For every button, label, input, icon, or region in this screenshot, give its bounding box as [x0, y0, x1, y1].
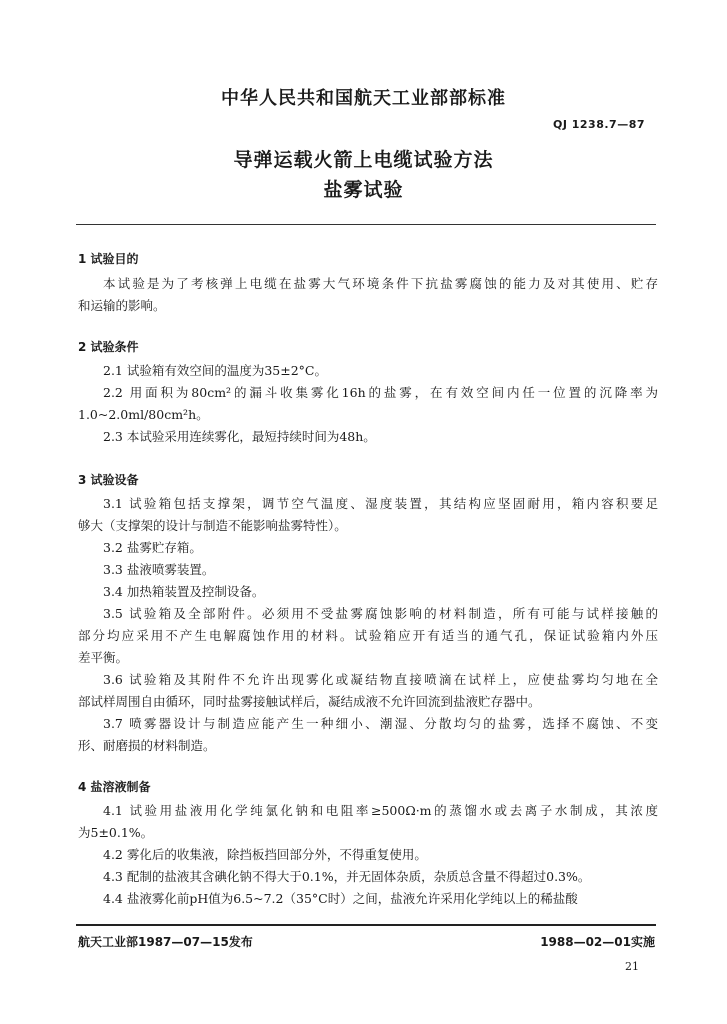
paragraph-line: 3.7 喷雾器设计与制造应能产生一种细小、潮湿、分散均匀的盐雾，选择不腐蚀、不变: [103, 716, 658, 731]
document-title: 导弹运载火箭上电缆试验方法: [233, 149, 494, 171]
paragraph-line: 和运输的影响。: [78, 298, 166, 313]
paragraph-line: 2.2 用面积为80cm²的漏斗收集雾化16h的盐雾，在有效空间内任一位置的沉降率为: [103, 385, 658, 400]
paragraph-line: 差平衡。: [78, 650, 129, 665]
effective-date: 1988—02—01实施: [540, 935, 655, 949]
paragraph-line: 4.2 雾化后的收集液，除挡板挡回部分外，不得重复使用。: [103, 847, 427, 862]
page-number: 21: [625, 960, 639, 973]
issuing-organization: 中华人民共和国航天工业部部标准: [221, 88, 506, 109]
section-heading-3: 3 试验设备: [78, 473, 139, 487]
paragraph-line: 3.2 盐雾贮存箱。: [103, 540, 202, 555]
paragraph-line: 4.4 盐液雾化前pH值为6.5~7.2（35°C时）之间，盐液允许采用化学纯以上的稀盐酸: [103, 891, 578, 906]
paragraph-line: 部分均应采用不产生电解腐蚀作用的材料。试验箱应开有适当的通气孔，保证试验箱内外压: [78, 628, 658, 643]
paragraph-line: 3.4 加热箱装置及控制设备。: [103, 584, 265, 599]
document-subtitle: 盐雾试验: [323, 179, 404, 201]
paragraph-line: 3.3 盐液喷雾装置。: [103, 562, 215, 577]
paragraph-line: 2.3 本试验采用连续雾化，最短持续时间为48h。: [103, 429, 376, 444]
paragraph-line: 3.6 试验箱及其附件不允许出现雾化或凝结物直接喷滴在试样上，应使盐雾均匀地在全: [103, 672, 658, 687]
standard-number: QJ 1238.7—87: [552, 118, 645, 131]
paragraph-line: 3.5 试验箱及全部附件。必须用不受盐雾腐蚀影响的材料制造，所有可能与试样接触的: [103, 606, 658, 621]
footer-divider: [76, 924, 656, 926]
paragraph-line: 3.1 试验箱包括支撑架，调节空气温度、湿度装置，其结构应坚固耐用，箱内容积要足: [103, 496, 658, 511]
issue-date: 航天工业部1987—07—15发布: [78, 935, 253, 949]
section-heading-4: 4 盐溶液制备: [78, 780, 151, 794]
paragraph-line: 本试验是为了考核弹上电缆在盐雾大气环境条件下抗盐雾腐蚀的能力及对其使用、贮存: [103, 276, 658, 291]
section-heading-2: 2 试验条件: [78, 340, 139, 354]
paragraph-line: 部试样周围自由循环，同时盐雾接触试样后，凝结成液不允许回流到盐液贮存器中。: [78, 694, 541, 709]
section-body-3: [78, 493, 658, 757]
section-body-4: [78, 800, 658, 910]
section-body-2: [78, 360, 658, 448]
section-heading-1: 1 试验目的: [78, 252, 139, 266]
paragraph-line: 2.1 试验箱有效空间的温度为35±2°C。: [103, 363, 327, 378]
paragraph-line: 4.3 配制的盐液其含碘化钠不得大于0.1%，并无固体杂质，杂质总含量不得超过0.3%。: [103, 869, 591, 884]
paragraph-line: 4.1 试验用盐液用化学纯氯化钠和电阻率≥500Ω·m的蒸馏水或去离子水制成，其浓度: [103, 803, 658, 818]
paragraph-line: 够大（支撑架的设计与制造不能影响盐雾特性）。: [78, 518, 347, 533]
section-body-1: [78, 273, 658, 317]
header-divider: [76, 224, 656, 225]
paragraph-line: 1.0~2.0ml/80cm²h。: [78, 407, 209, 422]
paragraph-line: 为5±0.1%。: [78, 825, 154, 840]
paragraph-line: 形、耐磨损的材料制造。: [78, 738, 216, 753]
